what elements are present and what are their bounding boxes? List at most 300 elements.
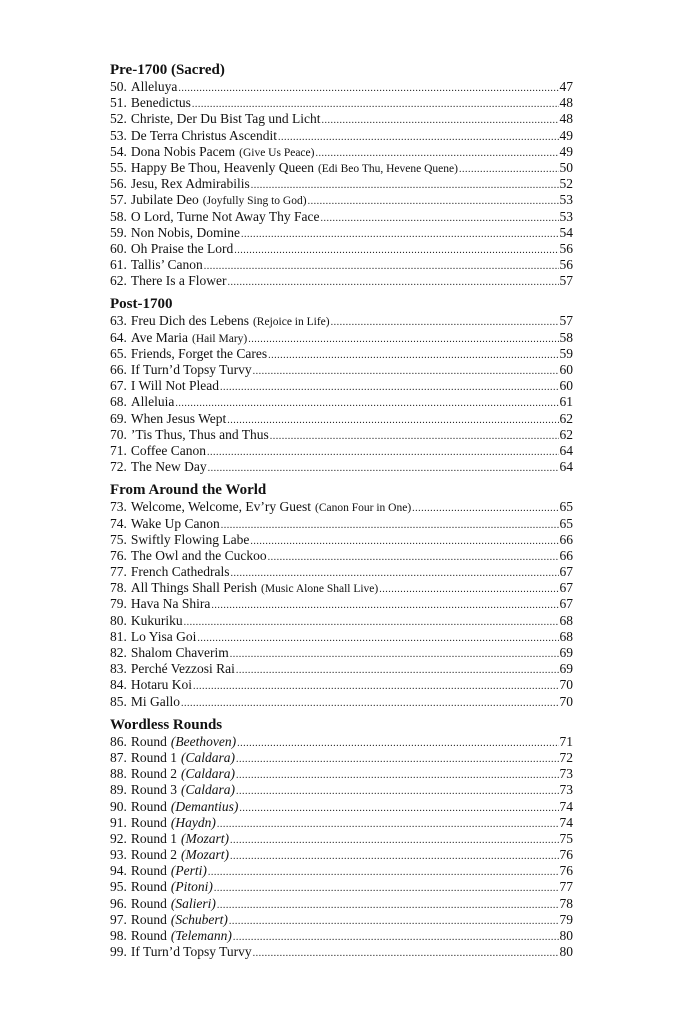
dot-leader — [253, 946, 559, 962]
entry-number: 92. — [110, 830, 127, 846]
entry-title — [131, 944, 252, 960]
entry-title-text: Round 1 — [130, 830, 178, 846]
dot-leader — [178, 81, 558, 97]
toc-entry — [110, 661, 573, 677]
entry-number: 52. — [110, 111, 127, 127]
entry-number: 63. — [110, 313, 127, 329]
toc-entry — [110, 427, 573, 443]
entry-page-number: 57 — [559, 273, 573, 289]
dot-leader — [234, 243, 558, 259]
toc-entry — [110, 225, 573, 241]
entry-number: 56. — [110, 176, 127, 192]
entry-title — [131, 346, 267, 362]
entry-page-number: 53 — [559, 192, 573, 208]
toc-entry — [110, 734, 573, 750]
dot-leader — [181, 696, 559, 712]
dot-leader — [233, 930, 559, 946]
entry-title — [131, 362, 252, 378]
toc-entry — [110, 694, 573, 710]
dot-leader — [241, 227, 559, 243]
entry-page-number: 64 — [559, 459, 573, 475]
entry-number: 65. — [110, 345, 127, 361]
entry-title — [131, 677, 192, 693]
dot-leader — [236, 752, 558, 768]
dot-leader — [175, 396, 558, 412]
toc-entry — [110, 192, 573, 208]
dot-leader — [331, 315, 559, 331]
entry-title — [131, 661, 235, 677]
entry-title — [131, 879, 213, 895]
entry-title-text: Mi Gallo — [130, 693, 180, 709]
entry-title-text: Shalom Chaverim — [130, 645, 229, 660]
entry-page-number: 70 — [559, 677, 573, 693]
entry-number: 97. — [110, 911, 127, 927]
entry-number: 96. — [110, 895, 127, 911]
toc-entry — [110, 273, 573, 289]
entry-page-number: 56 — [559, 240, 573, 256]
toc-entry — [110, 241, 573, 257]
dot-leader — [229, 914, 559, 930]
dot-leader — [459, 162, 559, 178]
entry-page-number: 68 — [559, 628, 573, 644]
entry-title-text: Wake Up Canon — [130, 515, 220, 531]
dot-leader — [379, 582, 558, 598]
entry-title — [131, 411, 226, 427]
entry-title-text: Hava Na Shira — [130, 596, 211, 612]
entry-number: 59. — [110, 224, 127, 240]
entry-number: 64. — [110, 329, 127, 345]
dot-leader — [220, 380, 559, 396]
entry-title-text: When Jesus Wept — [130, 410, 227, 426]
entry-title — [131, 95, 191, 111]
dot-leader — [321, 211, 559, 227]
entry-title — [131, 330, 247, 347]
entry-page-number: 66 — [559, 547, 573, 563]
entry-title — [131, 831, 229, 847]
entry-title-text: Round — [130, 863, 167, 879]
entry-title — [131, 613, 183, 629]
toc-entry — [110, 928, 573, 944]
dot-leader — [270, 429, 559, 445]
entry-title-text: Round — [130, 814, 167, 830]
entry-title-text: Christe, Der Du Bist Tag und Licht — [130, 111, 321, 127]
toc-entry — [110, 394, 573, 410]
section-heading: Wordless Rounds — [110, 716, 223, 733]
toc-entry — [110, 362, 573, 378]
entry-number: 76. — [110, 547, 127, 563]
entry-title — [131, 928, 232, 944]
entry-page-number: 76 — [559, 863, 573, 879]
entry-composer: (Caldara) — [181, 749, 236, 765]
dot-leader — [237, 736, 558, 752]
entry-title — [131, 548, 267, 564]
entry-title — [131, 273, 227, 289]
entry-number: 51. — [110, 95, 127, 111]
toc-entry — [110, 209, 573, 225]
toc-entry — [110, 257, 573, 273]
entry-page-number: 73 — [559, 782, 573, 798]
toc-entry — [110, 411, 573, 427]
entry-page-number: 70 — [559, 693, 573, 709]
entry-page-number: 80 — [559, 928, 573, 943]
entry-number: 75. — [110, 531, 127, 547]
section-heading: Post-1700 — [110, 296, 173, 313]
entry-translation: (Give Us Peace) — [239, 146, 315, 159]
toc-entry — [110, 499, 573, 515]
entry-number: 83. — [110, 661, 127, 677]
dot-leader — [193, 679, 559, 695]
entry-translation: (Rejoice in Life) — [252, 316, 330, 329]
entry-title — [131, 144, 315, 161]
entry-number: 72. — [110, 459, 127, 475]
toc-entry — [110, 532, 573, 548]
entry-title — [131, 799, 239, 815]
entry-title-text: Round 3 — [130, 782, 178, 798]
toc-section — [110, 62, 573, 289]
toc-section — [110, 482, 573, 709]
entry-title — [131, 378, 219, 394]
entry-title-text: Round 1 — [130, 749, 178, 765]
entry-page-number: 77 — [559, 879, 573, 895]
entry-composer: (Demantius) — [170, 798, 239, 814]
toc-entry — [110, 330, 573, 346]
entry-title-text: Non Nobis, Domine — [130, 224, 240, 240]
entry-composer: (Caldara) — [181, 782, 236, 798]
entry-title-text: Jesu, Rex Admirabilis — [130, 176, 250, 192]
entry-title-text: The New Day — [130, 459, 207, 475]
dot-leader — [412, 501, 558, 517]
entry-number: 82. — [110, 645, 127, 660]
entry-page-number: 48 — [559, 111, 573, 127]
dot-leader — [239, 801, 558, 817]
entry-number: 90. — [110, 798, 127, 814]
toc-entry — [110, 176, 573, 192]
entry-title-text: Round 2 — [130, 847, 178, 863]
dot-leader — [278, 130, 558, 146]
toc-entry — [110, 863, 573, 879]
entry-page-number: 54 — [559, 224, 573, 240]
entry-page-number: 57 — [559, 313, 573, 329]
entry-title-text: Round — [130, 895, 167, 911]
entry-number: 57. — [110, 192, 127, 208]
entry-translation: (Canon Four in One) — [315, 502, 412, 515]
entry-title — [131, 176, 250, 192]
entry-translation: (Music Alone Shall Live) — [261, 583, 379, 596]
toc-entry — [110, 596, 573, 612]
entry-title-text: Round — [130, 879, 167, 895]
entry-number: 69. — [110, 410, 127, 426]
entry-composer: (Schubert) — [170, 911, 228, 927]
entry-page-number: 72 — [559, 749, 573, 765]
entry-title-text: Jubilate Deo — [130, 192, 199, 208]
entry-title — [131, 241, 233, 257]
dot-leader — [268, 348, 558, 364]
toc-entry — [110, 831, 573, 847]
entry-composer: (Perti) — [170, 863, 207, 879]
toc-entry — [110, 516, 573, 532]
toc-entry — [110, 944, 573, 960]
entry-page-number: 69 — [559, 661, 573, 677]
dot-leader — [221, 518, 559, 534]
entry-page-number: 60 — [559, 362, 573, 377]
entry-page-number: 80 — [559, 944, 573, 960]
entry-page-number: 74 — [559, 798, 573, 814]
entry-title — [131, 394, 175, 410]
toc-entry — [110, 847, 573, 863]
entry-page-number: 49 — [559, 143, 573, 159]
entry-page-number: 52 — [559, 176, 573, 192]
entry-title — [131, 734, 236, 750]
toc-entry — [110, 459, 573, 475]
entry-number: 85. — [110, 693, 127, 709]
entry-title — [131, 750, 235, 766]
entry-composer: (Pitoni) — [170, 879, 213, 895]
entry-number: 61. — [110, 257, 127, 273]
entry-title — [131, 427, 269, 443]
entry-title — [131, 79, 178, 95]
dot-leader — [253, 364, 559, 380]
entry-translation: (Joyfully Sing to God) — [202, 195, 307, 208]
entry-number: 99. — [110, 944, 127, 960]
entry-page-number: 65 — [559, 515, 573, 531]
toc-entry — [110, 815, 573, 831]
dot-leader — [236, 768, 558, 784]
entry-number: 88. — [110, 766, 127, 782]
entry-number: 93. — [110, 847, 127, 863]
entry-composer: (Telemann) — [170, 928, 232, 943]
entry-title-text: If Turn’d Topsy Turvy — [130, 944, 252, 960]
dot-leader — [308, 194, 559, 210]
entry-title — [131, 459, 207, 475]
entry-title-text: Alleluia — [130, 394, 175, 410]
entry-title — [131, 499, 411, 516]
dot-leader — [208, 865, 559, 881]
entry-page-number: 75 — [559, 830, 573, 846]
entry-title-text: Ave Maria — [130, 329, 188, 345]
entry-title — [131, 160, 458, 177]
entry-number: 70. — [110, 426, 127, 442]
dot-leader — [227, 275, 558, 291]
dot-leader — [208, 461, 559, 477]
entry-title — [131, 111, 321, 127]
toc-entry — [110, 645, 573, 661]
toc-entry — [110, 111, 573, 127]
entry-number: 79. — [110, 596, 127, 612]
entry-title — [131, 815, 216, 831]
entry-title-text: There Is a Flower — [130, 273, 227, 289]
toc-entry — [110, 879, 573, 895]
entry-page-number: 49 — [559, 127, 573, 143]
entry-page-number: 67 — [559, 596, 573, 612]
entry-page-number: 78 — [559, 895, 573, 911]
entry-title — [131, 313, 330, 330]
entry-number: 67. — [110, 378, 127, 394]
entry-title-text: Welcome, Welcome, Ev’ry Guest — [130, 499, 312, 515]
entry-title-text: Round — [130, 798, 167, 814]
entry-page-number: 62 — [559, 426, 573, 442]
entry-number: 50. — [110, 79, 127, 94]
entry-page-number: 69 — [559, 645, 573, 660]
entry-title — [131, 580, 378, 597]
entry-page-number: 50 — [559, 159, 573, 175]
entry-title-text: Alleluya — [130, 79, 178, 94]
entry-number: 84. — [110, 677, 127, 693]
toc-entry — [110, 144, 573, 160]
dot-leader — [184, 615, 559, 631]
entry-number: 68. — [110, 394, 127, 410]
entry-composer: (Haydn) — [170, 814, 216, 830]
entry-page-number: 61 — [559, 394, 573, 410]
entry-page-number: 53 — [559, 208, 573, 224]
entry-title-text: All Things Shall Perish — [130, 580, 258, 596]
entry-title-text: Lo Yisa Goi — [130, 628, 197, 644]
entry-number: 89. — [110, 782, 127, 798]
dot-leader — [217, 817, 559, 833]
entry-number: 91. — [110, 814, 127, 830]
toc-section — [110, 717, 573, 961]
entry-title-text: Hotaru Koi — [130, 677, 192, 693]
toc-entry — [110, 766, 573, 782]
entry-title — [131, 863, 207, 879]
entry-number: 94. — [110, 863, 127, 879]
dot-leader — [250, 534, 558, 550]
entry-page-number: 64 — [559, 442, 573, 458]
entry-composer: (Beethoven) — [170, 733, 237, 749]
entry-composer: (Caldara) — [181, 766, 236, 782]
toc-entry — [110, 912, 573, 928]
entry-title — [131, 912, 228, 928]
entry-title — [131, 629, 197, 645]
entry-title — [131, 209, 320, 225]
entry-title-text: Dona Nobis Pacem — [130, 143, 236, 159]
dot-leader — [230, 647, 559, 663]
toc-entry — [110, 629, 573, 645]
entry-title — [131, 443, 206, 459]
dot-leader — [248, 332, 558, 348]
entry-title — [131, 516, 220, 532]
entry-page-number: 62 — [559, 410, 573, 426]
entry-title — [131, 257, 203, 273]
entry-number: 60. — [110, 240, 127, 256]
toc-entry — [110, 548, 573, 564]
toc-entry — [110, 95, 573, 111]
entry-page-number: 58 — [559, 329, 573, 345]
toc-entry — [110, 580, 573, 596]
entry-page-number: 68 — [559, 612, 573, 628]
entry-title-text: ’Tis Thus, Thus and Thus — [130, 426, 269, 442]
toc-entry — [110, 160, 573, 176]
entry-title-text: I Will Not Plead — [130, 378, 219, 394]
entry-title — [131, 847, 229, 863]
entry-page-number: 74 — [559, 814, 573, 830]
entry-title-text: Round — [130, 911, 167, 927]
section-heading: Pre-1700 (Sacred) — [110, 62, 225, 78]
entry-number: 55. — [110, 159, 127, 175]
entry-title-text: Happy Be Thou, Heavenly Queen — [130, 159, 314, 175]
entry-page-number: 67 — [559, 564, 573, 580]
entry-title — [131, 645, 229, 661]
toc-entry — [110, 613, 573, 629]
entry-title-text: If Turn’d Topsy Turvy — [130, 362, 252, 377]
toc-entry — [110, 346, 573, 362]
dot-leader — [268, 550, 559, 566]
entry-title-text: Tallis’ Canon — [130, 257, 203, 273]
entry-title — [131, 225, 240, 241]
entry-number: 66. — [110, 362, 127, 377]
toc-entry — [110, 896, 573, 912]
dot-leader — [197, 631, 558, 647]
entry-title-text: Friends, Forget the Cares — [130, 345, 268, 361]
dot-leader — [204, 259, 559, 275]
entry-number: 77. — [110, 564, 127, 580]
dot-leader — [211, 598, 558, 614]
entry-composer: (Mozart) — [181, 830, 230, 846]
entry-title-text: Perché Vezzosi Rai — [130, 661, 235, 677]
entry-title — [131, 896, 216, 912]
entry-number: 95. — [110, 879, 127, 895]
entry-composer: (Salieri) — [170, 895, 216, 911]
entry-number: 73. — [110, 499, 127, 515]
dot-leader — [207, 445, 559, 461]
toc-entry — [110, 378, 573, 394]
toc-entry — [110, 443, 573, 459]
toc-entry — [110, 799, 573, 815]
toc-entry — [110, 313, 573, 329]
entry-page-number: 59 — [559, 345, 573, 361]
entry-page-number: 71 — [559, 733, 573, 749]
entry-title — [131, 128, 277, 144]
entry-number: 87. — [110, 749, 127, 765]
entry-number: 86. — [110, 733, 127, 749]
entry-translation: (Edi Beo Thu, Hevene Quene) — [317, 162, 458, 175]
dot-leader — [227, 413, 558, 429]
toc-section — [110, 296, 573, 475]
entry-title-text: Benedictus — [130, 95, 191, 111]
entry-page-number: 79 — [559, 911, 573, 927]
entry-composer: (Mozart) — [181, 847, 230, 863]
entry-page-number: 76 — [559, 847, 573, 863]
toc-entry — [110, 677, 573, 693]
entry-page-number: 67 — [559, 580, 573, 596]
entry-title-text: Freu Dich des Lebens — [130, 313, 249, 329]
entry-page-number: 48 — [559, 95, 573, 111]
entry-title — [131, 782, 235, 798]
toc-entry — [110, 79, 573, 95]
entry-title — [131, 596, 210, 612]
entry-title — [131, 766, 235, 782]
entry-title — [131, 564, 230, 580]
section-heading: From Around the World — [110, 482, 267, 499]
entry-number: 81. — [110, 628, 127, 644]
entry-number: 80. — [110, 612, 127, 628]
entry-title-text: Round 2 — [130, 766, 178, 782]
entry-number: 78. — [110, 580, 127, 596]
entry-number: 54. — [110, 143, 127, 159]
entry-title-text: The Owl and the Cuckoo — [130, 547, 267, 563]
entry-title — [131, 532, 250, 548]
toc-entry — [110, 750, 573, 766]
dot-leader — [230, 833, 558, 849]
entry-title-text: French Cathedrals — [130, 564, 230, 580]
dot-leader — [214, 881, 559, 897]
entry-page-number: 60 — [559, 378, 573, 394]
entry-page-number: 56 — [559, 257, 573, 273]
entry-number: 71. — [110, 442, 127, 458]
entry-number: 58. — [110, 208, 127, 224]
dot-leader — [230, 849, 558, 865]
entry-title-text: O Lord, Turne Not Away Thy Face — [130, 208, 320, 224]
entry-title-text: De Terra Christus Ascendit — [130, 127, 278, 143]
